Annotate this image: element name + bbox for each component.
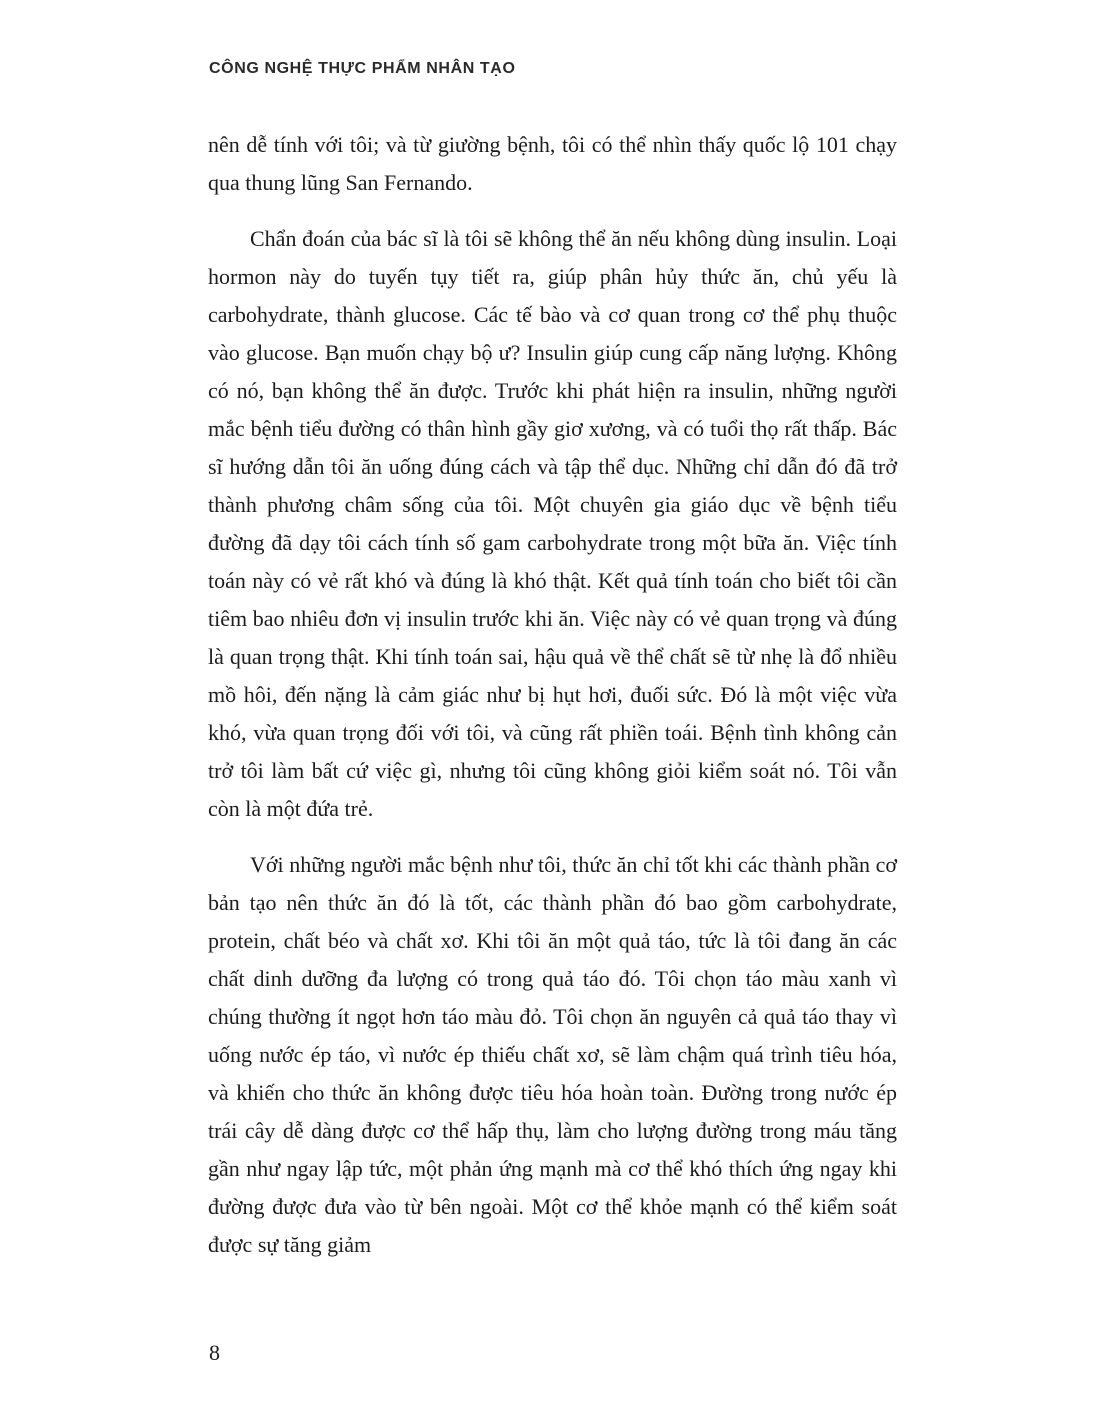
page-body	[208, 126, 897, 1282]
paragraph-continuation: nên dễ tính với tôi; và từ giường bệnh, tôi có thể nhìn thấy quốc lộ 101 chạy qua thung lũng San Fernando.	[208, 132, 897, 195]
paragraph: Chẩn đoán của bác sĩ là tôi sẽ không thể ăn nếu không dùng insulin. Loại hormon này do tuyến tụy tiết ra, giúp phân hủy thức ăn, chủ yếu là carbohydrate, thành glucose. Các tế bào và cơ quan trong cơ thể phụ thuộc vào glucose. Bạn muốn chạy bộ ư? Insulin giúp cung cấp năng lượng. Không có nó, bạn không thể ăn được. Trước khi phát hiện ra insulin, những người mắc bệnh tiểu đường có thân hình gầy giơ xương, và có tuổi thọ rất thấp. Bác sĩ hướng dẫn tôi ăn uống đúng cách và tập thể dục. Những chỉ dẫn đó đã trở thành phương châm sống của tôi. Một chuyên gia giáo dục về bệnh tiểu đường đã dạy tôi cách tính số gam carbohydrate trong một bữa ăn. Việc tính toán này có vẻ rất khó và đúng là khó thật. Kết quả tính toán cho biết tôi cần tiêm bao nhiêu đơn vị insulin trước khi ăn. Việc này có vẻ quan trọng và đúng là quan trọng thật. Khi tính toán sai, hậu quả về thể chất sẽ từ nhẹ là đổ nhiều mồ hôi, đến nặng là cảm giác như bị hụt hơi, đuối sức. Đó là một việc vừa khó, vừa quan trọng đối với tôi, và cũng rất phiền toái. Bệnh tình không cản trở tôi làm bất cứ việc gì, nhưng tôi cũng không giỏi kiểm soát nó. Tôi vẫn còn là một đứa trẻ.	[208, 226, 897, 821]
paragraph: Với những người mắc bệnh như tôi, thức ăn chỉ tốt khi các thành phần cơ bản tạo nên thức ăn đó là tốt, các thành phần đó bao gồm carbohydrate, protein, chất béo và chất xơ. Khi tôi ăn một quả táo, tức là tôi đang ăn các chất dinh dưỡng đa lượng có trong quả táo đó. Tôi chọn táo màu xanh vì chúng thường ít ngọt hơn táo màu đỏ. Tôi chọn ăn nguyên cả quả táo thay vì uống nước ép táo, vì nước ép thiếu chất xơ, sẽ làm chậm quá trình tiêu hóa, và khiến cho thức ăn không được tiêu hóa hoàn toàn. Đường trong nước ép trái cây dễ dàng được cơ thể hấp thụ, làm cho lượng đường trong máu tăng gần như ngay lập tức, một phản ứng mạnh mà cơ thể khó thích ứng ngay khi đường được đưa vào từ bên ngoài. Một cơ thể khỏe mạnh có thể kiểm soát được sự tăng giảm	[208, 852, 897, 1257]
running-head: CÔNG NGHỆ THỰC PHẨM NHÂN TẠO	[209, 60, 516, 77]
page-number: 8	[209, 1340, 220, 1365]
